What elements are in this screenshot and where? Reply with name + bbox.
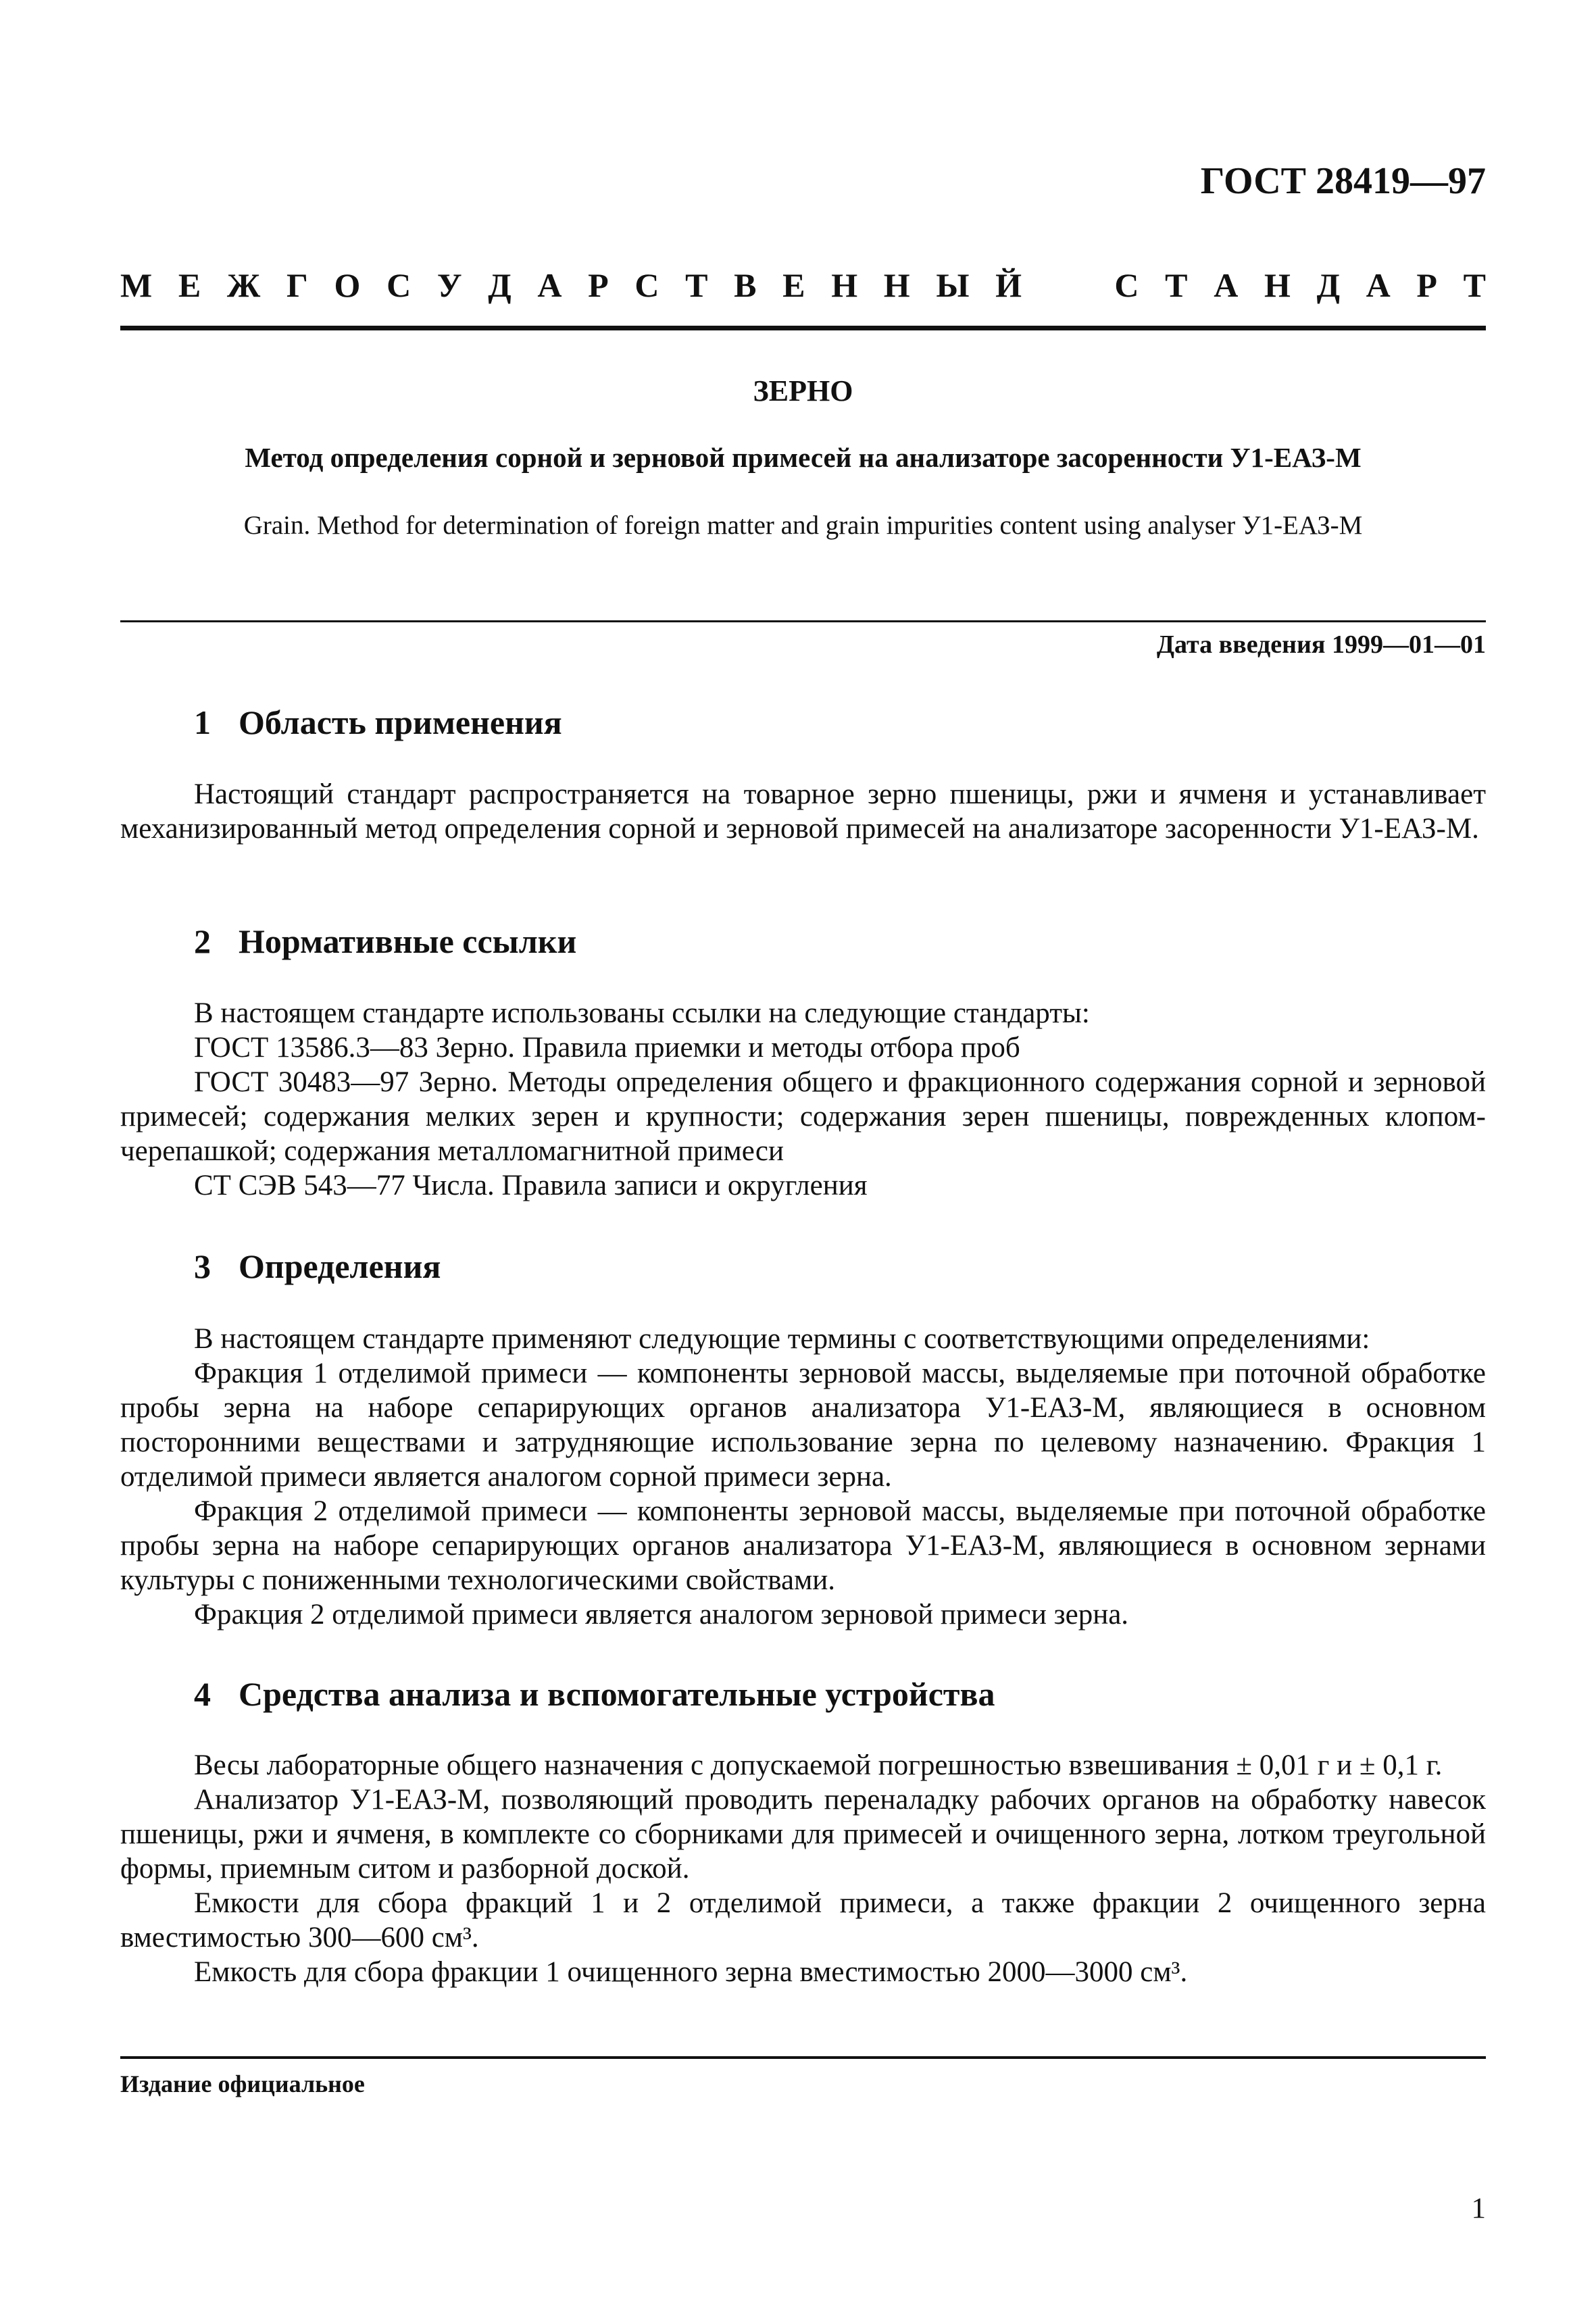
- paragraph: ГОСТ 30483—97 Зерно. Методы определения общего и фракционного содержания сорной и зерновой примесей; содержания мелких зерен и крупности; содержания зерен пшеницы, поврежденных клопом-черепашкой; содержания металломагнитной примеси: [120, 1066, 1486, 1167]
- edition-label: Издание официальное: [120, 2070, 365, 2097]
- banner-letter: С: [634, 266, 659, 304]
- document-number: ГОСТ 28419—97: [1200, 160, 1486, 202]
- banner-letter: С: [386, 266, 412, 304]
- paragraph: Емкость для сбора фракции 1 очищенного зерна вместимостью 2000—3000 см³.: [194, 1956, 1188, 1988]
- banner-letter: Е: [178, 266, 201, 304]
- banner-letter: Т: [685, 266, 708, 304]
- banner-letter: У: [437, 266, 462, 304]
- paragraph: Фракция 1 отделимой примеси — компоненты зерновой массы, выделяемые при поточной обработке пробы зерна на наборе сепарирующих органов анализатора У1-ЕАЗ-М, являющиеся в основном посторонними веществами и затрудняющие использование зерна по целевому назначению. Фракция 1 отделимой примеси является аналогом сорной примеси зерна.: [120, 1358, 1486, 1493]
- document-title-english: Grain. Method for determination of foreign matter and grain impurities content using analyser У1-ЕАЗ-М: [243, 511, 1363, 540]
- paragraph: Фракция 2 отделимой примеси — компоненты зерновой массы, выделяемые при поточной обработке пробы зерна на наборе сепарирующих органов анализатора У1-ЕАЗ-М, являющиеся в основном зернами культуры с пониженными технологическими свойствами.: [120, 1495, 1486, 1596]
- banner-letter: Р: [588, 266, 609, 304]
- banner-letter: В: [734, 266, 757, 304]
- page-number: 1: [1471, 2193, 1486, 2224]
- paragraph: Емкости для сбора фракций 1 и 2 отделимой примеси, а также фракции 2 очищенного зерна вместимостью 300—600 см³.: [120, 1887, 1486, 1953]
- section-heading-2: [194, 922, 576, 961]
- banner-letter: Д: [488, 266, 512, 304]
- banner-letter: Й: [995, 266, 1022, 304]
- section-number: 3: [194, 1247, 211, 1285]
- banner-letter: Н: [831, 266, 858, 304]
- section-body-3: [120, 1322, 1486, 1632]
- banner-letter: Т: [1463, 266, 1486, 304]
- banner-letter: А: [1366, 266, 1391, 304]
- section-body-1: [120, 777, 1486, 846]
- header-divider: [120, 326, 1486, 330]
- banner-letter: Д: [1316, 266, 1340, 304]
- section-title: Средства анализа и вспомогательные устройства: [239, 1675, 995, 1713]
- introduction-date: Дата введения 1999—01—01: [1156, 630, 1486, 659]
- section-body-4: [120, 1748, 1486, 1989]
- section-title: Нормативные ссылки: [239, 922, 577, 960]
- footer-divider: [120, 2056, 1486, 2059]
- banner-letter: Т: [1165, 266, 1188, 304]
- banner-gap: [1048, 266, 1089, 305]
- section-number: 1: [194, 703, 211, 741]
- banner-letter: С: [1114, 266, 1139, 304]
- section-heading-4: [194, 1674, 995, 1714]
- banner-letter: Н: [883, 266, 910, 304]
- paragraph: ГОСТ 13586.3—83 Зерно. Правила приемки и методы отбора проб: [194, 1032, 1020, 1064]
- paragraph: Настоящий стандарт распространяется на товарное зерно пшеницы, ржи и ячменя и устанавливает механизированный метод определения сорной и зерновой примесей на анализаторе засоренности У1-ЕАЗ-М.: [120, 778, 1486, 845]
- banner-letter: Г: [286, 266, 308, 304]
- standard-banner: [120, 266, 1486, 305]
- paragraph: Анализатор У1-ЕАЗ-М, позволяющий проводить переналадку рабочих органов на обработку навесок пшеницы, ржи и ячменя, в комплекте со сборниками для примесей и очищенного зерна, лотком треугольной формы, приемным ситом и разборной доской.: [120, 1784, 1486, 1885]
- banner-letter: А: [537, 266, 562, 304]
- paragraph: В настоящем стандарте применяют следующие термины с соответствующими определениями:: [194, 1323, 1370, 1355]
- section-heading-1: [194, 703, 562, 742]
- paragraph: Весы лабораторные общего назначения с допускаемой погрешностью взвешивания ± 0,01 г и ± 0,1 г.: [194, 1749, 1443, 1781]
- section-number: 4: [194, 1675, 211, 1713]
- banner-letter: М: [120, 266, 153, 304]
- section-title: Область применения: [239, 703, 562, 741]
- section-number: 2: [194, 922, 211, 960]
- banner-letter: Е: [782, 266, 805, 304]
- banner-letter: Н: [1264, 266, 1291, 304]
- banner-letter: О: [334, 266, 361, 304]
- document-subtitle: Метод определения сорной и зерновой примесей на анализаторе засоренности У1-ЕАЗ-М: [245, 442, 1362, 473]
- section-heading-3: [194, 1247, 441, 1286]
- section-body-2: [120, 996, 1486, 1203]
- document-title: ЗЕРНО: [753, 374, 853, 407]
- paragraph: Фракция 2 отделимой примеси является аналогом зерновой примеси зерна.: [194, 1599, 1129, 1631]
- title-divider: [120, 620, 1486, 622]
- paragraph: В настоящем стандарте использованы ссылки на следующие стандарты:: [194, 997, 1090, 1029]
- banner-letter: А: [1214, 266, 1239, 304]
- banner-letter: Ж: [226, 266, 261, 304]
- banner-letter: Ы: [936, 266, 970, 304]
- banner-letter: Р: [1416, 266, 1437, 304]
- paragraph: СТ СЭВ 543—77 Числа. Правила записи и округления: [194, 1170, 868, 1201]
- section-title: Определения: [239, 1247, 441, 1285]
